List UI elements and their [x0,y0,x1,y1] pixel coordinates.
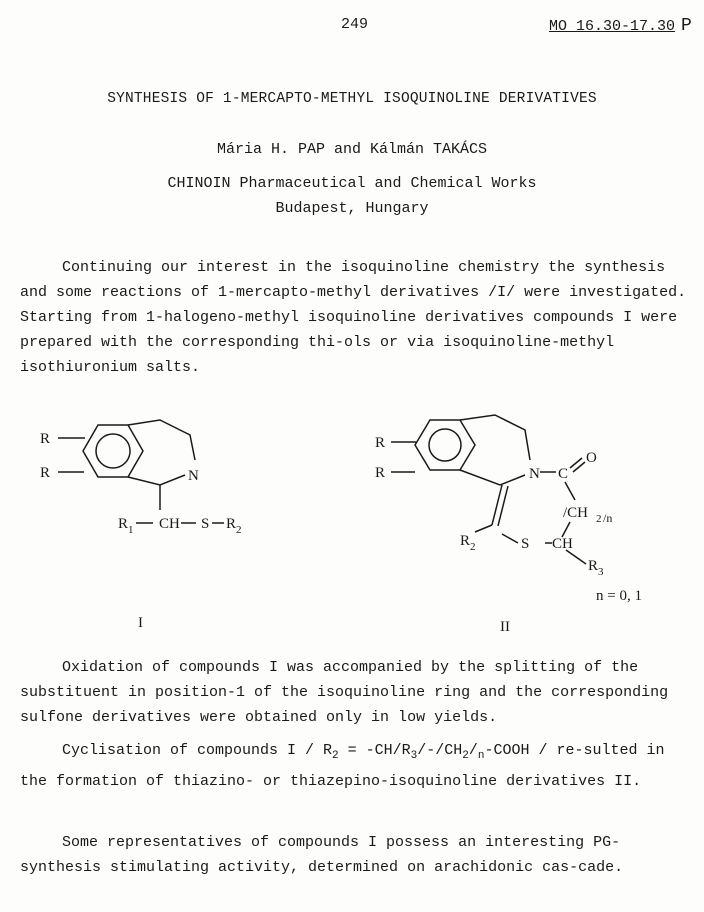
structure-i [40,420,242,631]
r-label-2-ii: R [375,465,386,481]
intro-text: Continuing our interest in the isoquinoline chemistry the synthesis and some reactions of 1-mercapto-methyl derivatives /I/ were investigated. Starting from 1-halogeno-methyl isoquinoline derivatives compounds I were prepared with the corresponding thi-ols or via isoquinoline-methyl isothiuronium salts. [20,259,687,376]
r2-label-ii: R [460,533,471,549]
r2-sub-i: 2 [236,524,242,536]
ch-label-i: CH [159,516,180,532]
ch2-ch-bond-ii [562,522,570,537]
location: Budapest, Hungary [275,200,429,217]
ch-label-ii: CH [552,536,573,552]
r-label-2-i: R [40,465,51,481]
n-value-note: n = 0, 1 [596,588,642,604]
chemical-structures [0,400,704,645]
institution: CHINOIN Pharmaceutical and Chemical Works [167,175,537,192]
ch2-sub-ii: 2 [596,513,602,525]
n-label-i: N [188,468,199,484]
ring-lower-i [128,475,185,485]
r3-sub-ii: 3 [598,566,604,578]
r1-label: R [118,516,129,532]
aromatic-circle-i [96,434,130,468]
benzene-ring-i [83,425,143,477]
ring-lower-ii [460,470,525,485]
ch2-n-ii: /n [603,511,613,525]
r2-label-i: R [226,516,237,532]
page-number: 249 [341,16,369,33]
ch-r3-bond-ii [566,550,586,564]
r3-label-ii: R [588,558,599,574]
c-ch2-bond-ii [565,482,575,500]
cyclisation-text: Cyclisation of compounds I / $R_2$ = $-CH/R_3/-/CH_2/_n$-COOH / re-sulted in the formation of thiazino- or thiazepino-isoquinoline derivatives II. [20,742,665,790]
ring-upper-i [128,420,195,460]
r1-sub: 1 [128,524,134,536]
structure-ii [375,415,642,635]
oxidation-paragraph [20,655,690,730]
c-label-ii: C [558,466,569,482]
structure-label-ii: II [500,619,510,635]
cyclisation-start: Cyclisation of compounds I / R [62,742,333,759]
r2-sub-ii: 2 [470,541,476,553]
intro-paragraph [20,255,690,380]
cyclisation-paragraph [20,738,690,794]
benzene-ring-ii [415,420,475,470]
authors: Mária H. PAP and Kálmán TAKÁCS [216,141,488,158]
r2-bond-ii [475,525,492,532]
activity-text: Some representatives of compounds I possess an interesting PG-synthesis stimulating activity, determined on arachidonic cas-cade. [20,834,624,876]
session-code [549,16,692,36]
activity-paragraph [20,830,690,880]
r-label-1-ii: R [375,435,386,451]
session-time: MO 16.30-17.30 [549,18,676,35]
r-label-1-i: R [40,431,51,447]
o-label-ii: O [586,450,597,466]
paper-title: SYNTHESIS OF 1-MERCAPTO-METHYL ISOQUINOLINE DERIVATIVES [107,91,597,107]
structure-label-i: I [138,615,143,631]
n-label-ii: N [529,466,540,482]
aromatic-circle-ii [429,429,461,461]
cyclisation-end: -COOH / re-sulted in the formation of thiazino- or thiazepino-isoquinoline derivatives II. [20,742,665,790]
session-letter: P [681,16,692,36]
s-label-ii: S [521,536,530,552]
ch2-label-ii: /CH [563,505,589,521]
s-label-i: S [201,516,210,532]
c1-s-bond-ii [502,534,518,543]
oxidation-text: Oxidation of compounds I was accompanied by the splitting of the substituent in position-1 of the isoquinoline ring and the corresponding sulfone derivatives were obtained only in low yields. [20,659,669,726]
